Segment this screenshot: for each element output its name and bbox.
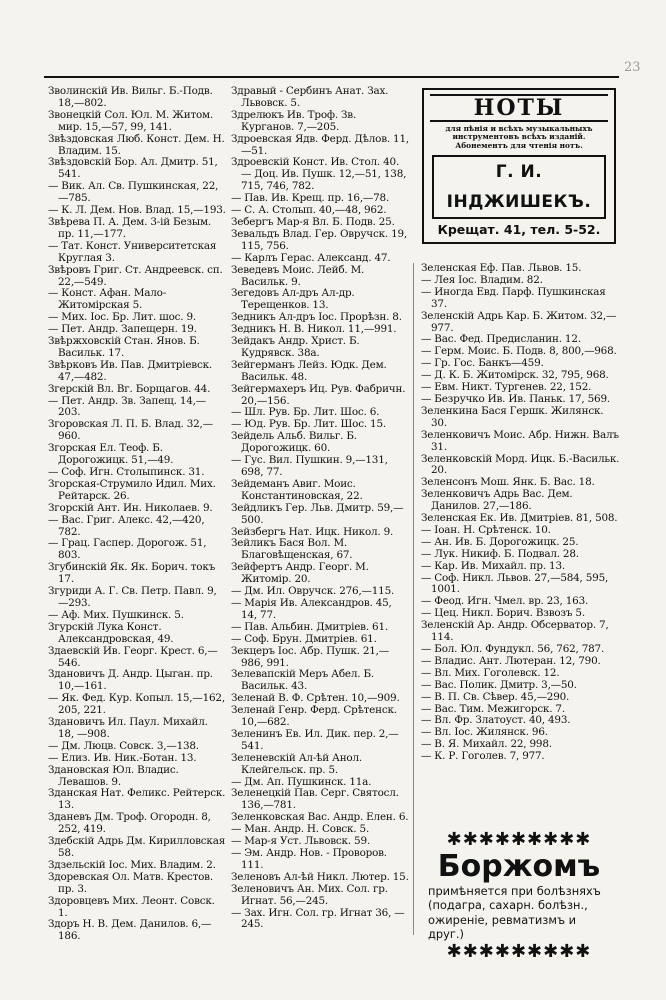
directory-entry: Звѣздовскiй Бор. Ал. Дмитр. 51, 541. [48, 156, 218, 181]
directory-entry: — Гр. Гос. Банкъ—459. [421, 357, 544, 370]
directory-entry: Зейликъ Бася Вол. М. Благовѣщенская, 67. [231, 537, 353, 562]
directory-entry: Здоръ Н. В. Дем. Данилов. 6,—186. [48, 918, 212, 943]
directory-entry: Здроевская Ядв. Ферд. Дѣлов. 11,—51. [231, 132, 409, 157]
directory-entry: Звѣржховскiй Стан. Янов. Б. Васильк. 17. [48, 335, 200, 359]
directory-entry: Зейфертъ Андр. Георг. М. Житомiр. 20. [231, 561, 369, 586]
directory-entry: — Пав. Ив. Крещ. пр. 16,—78. [231, 192, 390, 205]
directory-entry: — Дм. Ил. Овручск. 276,—115. [231, 585, 395, 598]
directory-entry: Зеленковскiй Морд. Ицк. Б.-Васильк. 20. [421, 452, 620, 477]
directory-entry: — Вл. Фр. Златоуст. 40, 493. [421, 714, 571, 727]
directory-entry: — Вик. Ал. Св. Пушкинская, 22,—785. [48, 180, 219, 205]
directory-entry: Зекцеръ Іос. Абр. Пушк. 21,—986, 991. [231, 644, 389, 669]
directory-entry: Зеленская Еф. Пав. Львов. 15. [421, 262, 582, 274]
directory-entry: Зейдель Альб. Вильг. Б. Дорогожицк. 60. [231, 430, 357, 455]
ad-title: Боржомъ [437, 849, 601, 884]
directory-entry: Зелевапскiй Меръ Абел. Б. Васильк. 43. [231, 668, 374, 693]
directory-entry: — С. А. Столып. 40,—48, 962. [231, 204, 387, 217]
directory-entry: Згерскiй Вл. Вг. Борщагов. 44. [48, 382, 211, 395]
directory-entry: Зеленковичъ Адрь Вас. Дем. Данилов. 27,—186. [421, 488, 573, 513]
directory-entry: Згубинскiй Як. Як. Борич. токъ 17. [48, 561, 216, 586]
directory-entry: Зеленовичъ Ан. Мих. Сол. гр. Игнат. 56,—245. [231, 882, 388, 907]
directory-entry: — Тат. Конст. Университетская Круглая 3. [48, 239, 217, 264]
directory-entry: — Як. Фед. Кур. Копыл. 15,—162, 205, 221. [48, 692, 225, 717]
directory-entry: Зебергъ Мар-я Вл. Б. Подв. 25. [231, 215, 395, 228]
directory-entry: — Владис. Ант. Лютеран. 12, 790. [421, 654, 601, 667]
directory-entry: — Вас. Полик. Дмитр. 3,—50. [421, 678, 577, 691]
directory-entry: — Гус. Вил. Пушкин. 9,—131, 698, 77. [231, 454, 388, 478]
directory-entry: Зеленскiй Ар. Андр. Обсерватор. 7, 114. [421, 619, 609, 644]
advertisement-noty [422, 88, 616, 244]
directory-entry: — Пет. Андр. Зв. Запещ. 14,—203. [48, 394, 206, 419]
directory-entry: Зеленковичъ Моис. Абр. Нижн. Валъ 31. [421, 428, 619, 453]
directory-entry: — Иногда Евд. Парф. Пушкинская 37. [421, 285, 606, 310]
directory-entry: Зданевъ Дм. Троф. Огородн. 8, 252, 419. [48, 811, 211, 836]
decorative-stars-bottom: ✱✱✱✱✱✱✱✱✱ [446, 940, 592, 962]
directory-entry: Здаевскiй Ив. Георг. Крест. 6,—546. [48, 644, 218, 669]
decorative-stars-top: ✱✱✱✱✱✱✱✱✱ [446, 829, 592, 850]
directory-entry: Здрелюкъ Ив. Троф. Зв. Курганов. 7,—205. [231, 108, 357, 133]
directory-entry: — Герм. Моис. Б. Подв. 8, 800,—968. [421, 345, 617, 358]
directory-entry: Зданская Нат. Феликс. Рейтерск. 13. [48, 787, 226, 812]
column-divider [413, 263, 414, 935]
directory-entry: — Соф. Брун. Дмитрiев. 61. [231, 632, 377, 645]
column-3 [421, 263, 621, 763]
directory-entry: Зегедовъ Ал-дръ Ал-др. Терещенков. 13. [231, 287, 355, 312]
directory-entry: — Соф. Никл. Львов. 27,—584, 595, 1001. [421, 571, 609, 596]
directory-entry: — Елиз. Ив. Ник.-Ботан. 13. [48, 751, 197, 764]
advertisement-borjom [422, 830, 616, 962]
directory-entry: Здановичъ Ил. Паул. Михайл. 18, —908. [48, 716, 208, 740]
directory-entry: Здоревская Ол. Матв. Крестов. пр. 3. [48, 870, 213, 895]
directory-entry: Зеленовъ Ал-ѣй Никл. Лютер. 15. [231, 870, 409, 883]
directory-entry: Зедникъ Ал-дръ Іос. Прорѣзн. 8. [231, 311, 402, 324]
directory-entry: — Кар. Ив. Михайл. пр. 13. [421, 559, 565, 572]
ad-merchant-name: Г. И. ІНДЖИШЕКЪ. [432, 155, 606, 219]
directory-entry: — Грац. Гаспер. Дорогож. 51, 803. [48, 537, 207, 562]
directory-entry: Зейзбергъ Нат. Ицк. Никол. 9. [231, 525, 394, 538]
directory-entry: Згурскiй Лука Конст. Александровская, 49. [48, 620, 174, 645]
directory-entry: — Юд. Рув. Бр. Лит. Шос. 15. [231, 418, 386, 431]
directory-entry: — Карлъ Герас. Александ. 47. [231, 251, 391, 264]
ad-text: примѣняется при болѣзняхъ (подагра, сахарн. болѣзн., ожиренiе, ревматизмъ и друг.) [428, 884, 601, 942]
directory-entry: — К. Л. Дем. Нов. Влад. 15,—193. [48, 204, 226, 217]
directory-entry: Зеленковская Вас. Андр. Елен. 6. [231, 811, 409, 824]
directory-entry: Згорская Ел. Теоф. Б. Дорогожицк. 51,—49. [48, 442, 174, 467]
directory-entry: Зеленкина Бася Гершк. Жилянск. 30. [421, 404, 604, 429]
directory-entry: — Вас. Григ. Алекс. 42,—420, 782. [48, 513, 205, 538]
directory-entry: Зеленсонъ Мош. Янк. Б. Вас. 18. [421, 476, 595, 489]
directory-entry: — Шл. Рув. Бр. Лит. Шос. 6. [231, 406, 380, 419]
directory-entry: Зеленинъ Ев. Ил. Дик. пер. 2,—541. [231, 727, 399, 752]
directory-entry: — Д. К. Б. Житомiрск. 32, 795, 968. [421, 369, 609, 382]
top-rule [44, 76, 619, 78]
page-mark: 23 [624, 60, 641, 75]
directory-entry: — Соф. Игн. Столыпинск. 31. [48, 466, 205, 478]
column-2 [231, 86, 409, 931]
directory-entry: — Іоан. Н. Срѣтенск. 10. [421, 523, 551, 536]
directory-entry: — Лея Іос. Владим. 82. [421, 273, 543, 286]
directory-entry: — Вл. Мих. Гоголевск. 12. [421, 666, 560, 679]
directory-entry: — Марiя Ив. Александров. 45, 14, 77. [231, 596, 392, 621]
directory-entry: Здоровцевъ Мих. Леонт. Совск. 1. [48, 894, 215, 919]
directory-entry: Зейгермахеръ Иц. Рув. Фабричн. 20,—156. [231, 382, 406, 407]
directory-entry: — Лук. Никиф. Б. Подвал. 28. [421, 547, 579, 560]
directory-entry: Зедникъ Н. В. Никол. 11,—991. [231, 323, 397, 336]
directory-entry: Здебскiй Адрь Дм. Кирилловская 58. [48, 835, 226, 859]
directory-entry: — В. Я. Михайл. 22, 998. [421, 738, 552, 751]
directory-entry: — Мар-я Уст. Львовск. 59. [231, 835, 370, 848]
directory-entry: — Эм. Андр. Нов. - Проворов. 111. [231, 847, 387, 871]
directory-entry: — К. Р. Гоголев. 7, 977. [421, 750, 545, 763]
directory-entry: — Пав. Альбин. Дмитрiев. 61. [231, 620, 388, 633]
directory-entry: Зволинскiй Ив. Вильг. Б.-Подв. 18,—802. [48, 85, 213, 109]
ad-description: для пѣнiя и всѣхъ музыкальныхъ инструментовъ всѣхъ изданiй. Абонементъ для чтенiя нотъ. [445, 124, 593, 150]
directory-entry: Зеленскiй Адрь Кар. Б. Житом. 32,—977. [421, 309, 617, 334]
directory-entry: Зеленецкiй Пав. Серг. Святосл. 136,—781. [231, 787, 399, 812]
directory-entry: — Дм. Ап. Пушкинск. 11а. [231, 775, 372, 788]
directory-entry: — Вл. Іос. Жилянск. 96. [421, 726, 548, 739]
directory-entry: — Мих. Іос. Бр. Лит. шос. 9. [48, 311, 197, 324]
directory-entry: — Феод. Игн. Чмел. вр. 23, 163. [421, 595, 589, 608]
directory-entry: Зевальдъ Влад. Гер. Овручск. 19, 115, 756. [231, 227, 408, 252]
directory-entry: Звѣздовская Люб. Конст. Дем. Н. Владим. 15. [48, 132, 225, 157]
directory-entry: Зейдакъ Андр. Христ. Б. Кудрявск. 38а. [231, 335, 360, 359]
directory-entry: Здзельскiй Іос. Мих. Владим. 2. [48, 858, 216, 871]
directory-entry: — Цец. Никл. Борич. Взвозъ 5. [421, 607, 585, 620]
ad-title: НОТЫ [430, 94, 608, 122]
directory-entry: — Пет. Андр. Запещерн. 19. [48, 323, 197, 336]
directory-entry: — Вас. Тим. Межигорск. 7. [421, 702, 565, 715]
directory-entry: Зеведевъ Моис. Лейб. М. Васильк. 9. [231, 263, 365, 288]
directory-entry: — Безручко Ив. Ив. Паньк. 17, 569. [421, 392, 610, 405]
directory-entry: Здроевскiй Конст. Ив. Стол. 40. — Доц. Ив. Пушк. 12,—51, 138, 715, 746, 782. [231, 156, 407, 193]
directory-entry: Зеленевскiй Ал-ѣй Анол. Клейгельск. пр. 5. [231, 751, 362, 776]
directory-entry: — Ан. Ив. Б. Дорогожицк. 25. [421, 535, 579, 548]
directory-entry: Звѣровъ Григ. Ст. Андреевск. сп. 22,—549. [48, 263, 223, 288]
directory-entry: — Зах. Игн. Сол. гр. Игнат 36, —245. [231, 906, 405, 931]
directory-entry: — Ман. Андр. Н. Совск. 5. [231, 823, 370, 836]
directory-entry: Згорская-Струмило Идил. Мих. Рейтарск. 26. [48, 477, 216, 502]
directory-entry: — В. П. Св. Сѣвер. 45,—290. [421, 690, 570, 703]
directory-entry: Зеленская Ек. Ив. Дмитрiев. 81, 508. [421, 512, 618, 525]
directory-entry: — Бол. Юл. Фундукл. 56, 762, 787. [421, 643, 605, 655]
directory-entry: — Евм. Никт. Тургенев. 22, 152. [421, 381, 592, 394]
directory-entry: Звѣрева П. А. Дем. 3-iй Безым. пр. 11,—177. [48, 215, 211, 240]
ad-address: Крещат. 41, тел. 5-52. [437, 222, 601, 238]
directory-entry: Зеленай В. Ф. Срѣтен. 10,—909. [231, 692, 400, 705]
directory-entry: — Конст. Афан. Мало-Житомiрская 5. [48, 287, 167, 312]
directory-entry: Здановичъ Д. Андр. Цыган. пр. 10,—161. [48, 668, 213, 693]
directory-entry: Згоровская Л. П. Б. Влад. 32,—960. [48, 418, 213, 443]
directory-entry: — Вас. Фед. Предисланин. 12. [421, 333, 581, 346]
directory-entry: Звѣрковъ Ив. Пав. Дмитрiевск. 47,—482. [48, 358, 212, 383]
directory-entry: Згуриди А. Г. Св. Петр. Павл. 9,—293. [48, 585, 217, 609]
directory-entry: Зейгерманъ Лейз. Юдк. Дем. Васильк. 48. [231, 358, 387, 383]
directory-entry: Здановская Юл. Владис. Левашов. 9. [48, 763, 179, 788]
directory-entry: Згорскiй Ант. Ин. Николаев. 9. [48, 501, 213, 514]
directory-entry: Зеленай Генр. Ферд. Срѣтенск. 10,—682. [231, 704, 397, 729]
column-1 [48, 86, 226, 943]
directory-entry: Звонецкiй Сол. Юл. М. Житом. мир. 15,—57, 99, 141. [48, 108, 214, 133]
directory-entry: Зейдеманъ Авиг. Моис. Константиновская, 22. [231, 477, 363, 502]
directory-entry: Здравый - Сербинъ Анат. Зах. Львовск. 5. [231, 85, 389, 109]
directory-entry: — Аф. Мих. Пушкинск. 5. [48, 608, 184, 621]
directory-entry: Зейдликъ Гер. Льв. Дмитр. 59,—500. [231, 501, 404, 526]
directory-entry: — Дм. Люцв. Совск. 3,—138. [48, 739, 199, 752]
